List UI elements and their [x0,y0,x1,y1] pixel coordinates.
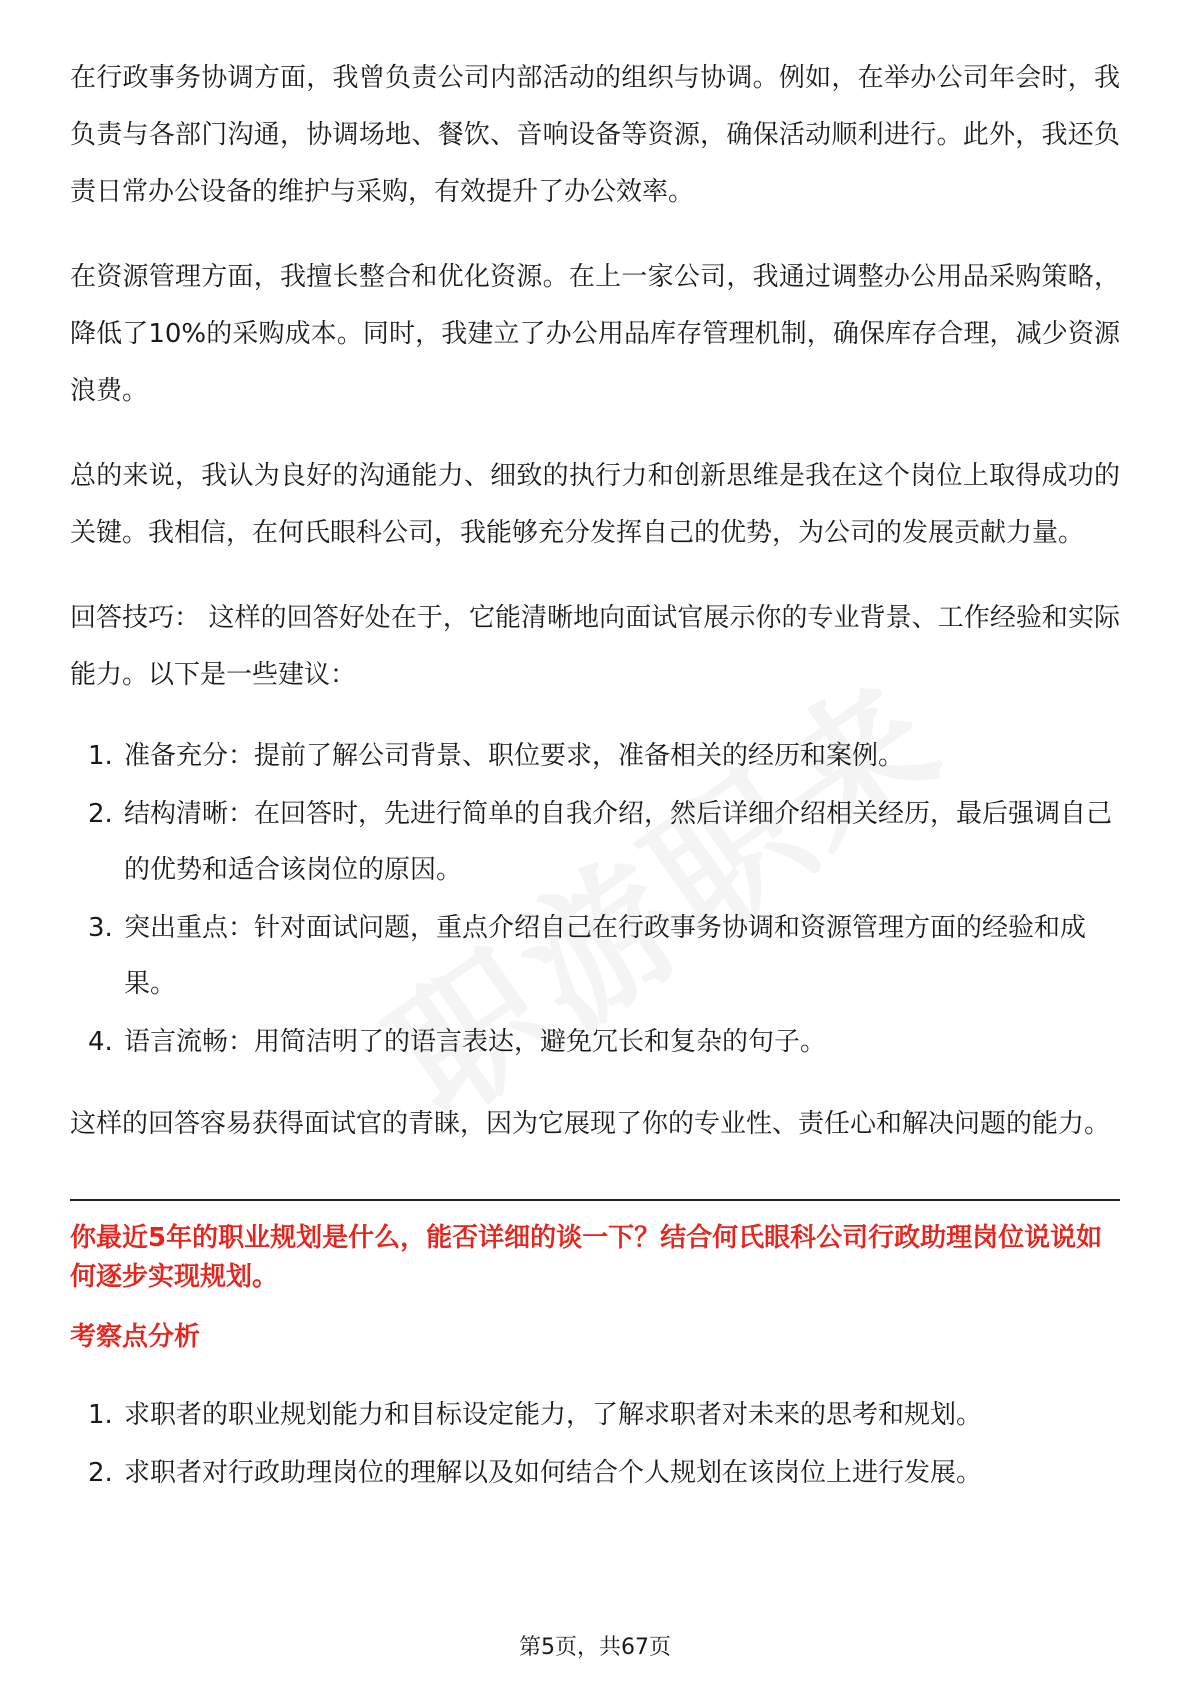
paragraph-admin-coordination: 在行政事务协调方面，我曾负责公司内部活动的组织与协调。例如，在举办公司年会时，我负责与各部门沟通，协调场地、餐饮、音响设备等资源，确保活动顺利进行。此外，我还负责日常办公设备的维护与采购，有效提升了办公效率。 [70,63,1120,207]
list-number: 2. [88,1458,113,1488]
list-text: 求职者对行政助理岗位的理解以及如何结合个人规划在该岗位上进行发展。 [124,1458,983,1488]
paragraph-tips-intro: 回答技巧： 这样的回答好处在于，它能清晰地向面试官展示你的专业背景、工作经验和实际能力。以下是一些建议： [70,603,1120,690]
list-text: 准备充分：提前了解公司背景、职位要求，准备相关的经历和案例。 [124,741,905,771]
page-footer: 第5页，共67页 [519,1635,671,1660]
list-item [70,786,1120,898]
list-item [70,1014,1120,1070]
list-item [70,1445,1120,1501]
list-number: 1. [88,741,113,771]
list-text: 求职者的职业规划能力和目标设定能力，了解求职者对未来的思考和规划。 [124,1400,983,1430]
list-text: 结构清晰：在回答时，先进行简单的自我介绍，然后详细介绍相关经历，最后强调自己的优势和适合该岗位的原因。 [124,799,1113,885]
list-item [70,728,1120,784]
document-page [70,50,1120,1501]
analysis-heading: 考察点分析 [70,1322,201,1352]
list-text: 语言流畅：用简洁明了的语言表达，避免冗长和复杂的句子。 [124,1027,827,1057]
list-item [70,900,1120,1012]
list-item [70,1387,1120,1443]
paragraph-resource-management: 在资源管理方面，我擅长整合和优化资源。在上一家公司，我通过调整办公用品采购策略，降低了10%的采购成本。同时，我建立了办公用品库存管理机制，确保库存合理，减少资源浪费。 [70,262,1120,406]
paragraph-summary: 总的来说，我认为良好的沟通能力、细致的执行力和创新思维是我在这个岗位上取得成功的关键。我相信，在何氏眼科公司，我能够充分发挥自己的优势，为公司的发展贡献力量。 [70,461,1120,548]
paragraph-closing: 这样的回答容易获得面试官的青睐，因为它展现了你的专业性、责任心和解决问题的能力。 [70,1109,1111,1139]
analysis-list [70,1387,1120,1501]
interview-question: 你最近5年的职业规划是什么，能否详细的谈一下？结合何氏眼科公司行政助理岗位说说如何逐步实现规划。 [70,1223,1103,1292]
list-text: 突出重点：针对面试问题，重点介绍自己在行政事务协调和资源管理方面的经验和成果。 [124,913,1087,999]
list-number: 1. [88,1400,113,1430]
tips-list [70,728,1120,1070]
list-number: 4. [88,1027,113,1057]
list-number: 2. [88,799,113,829]
list-number: 3. [88,913,113,943]
